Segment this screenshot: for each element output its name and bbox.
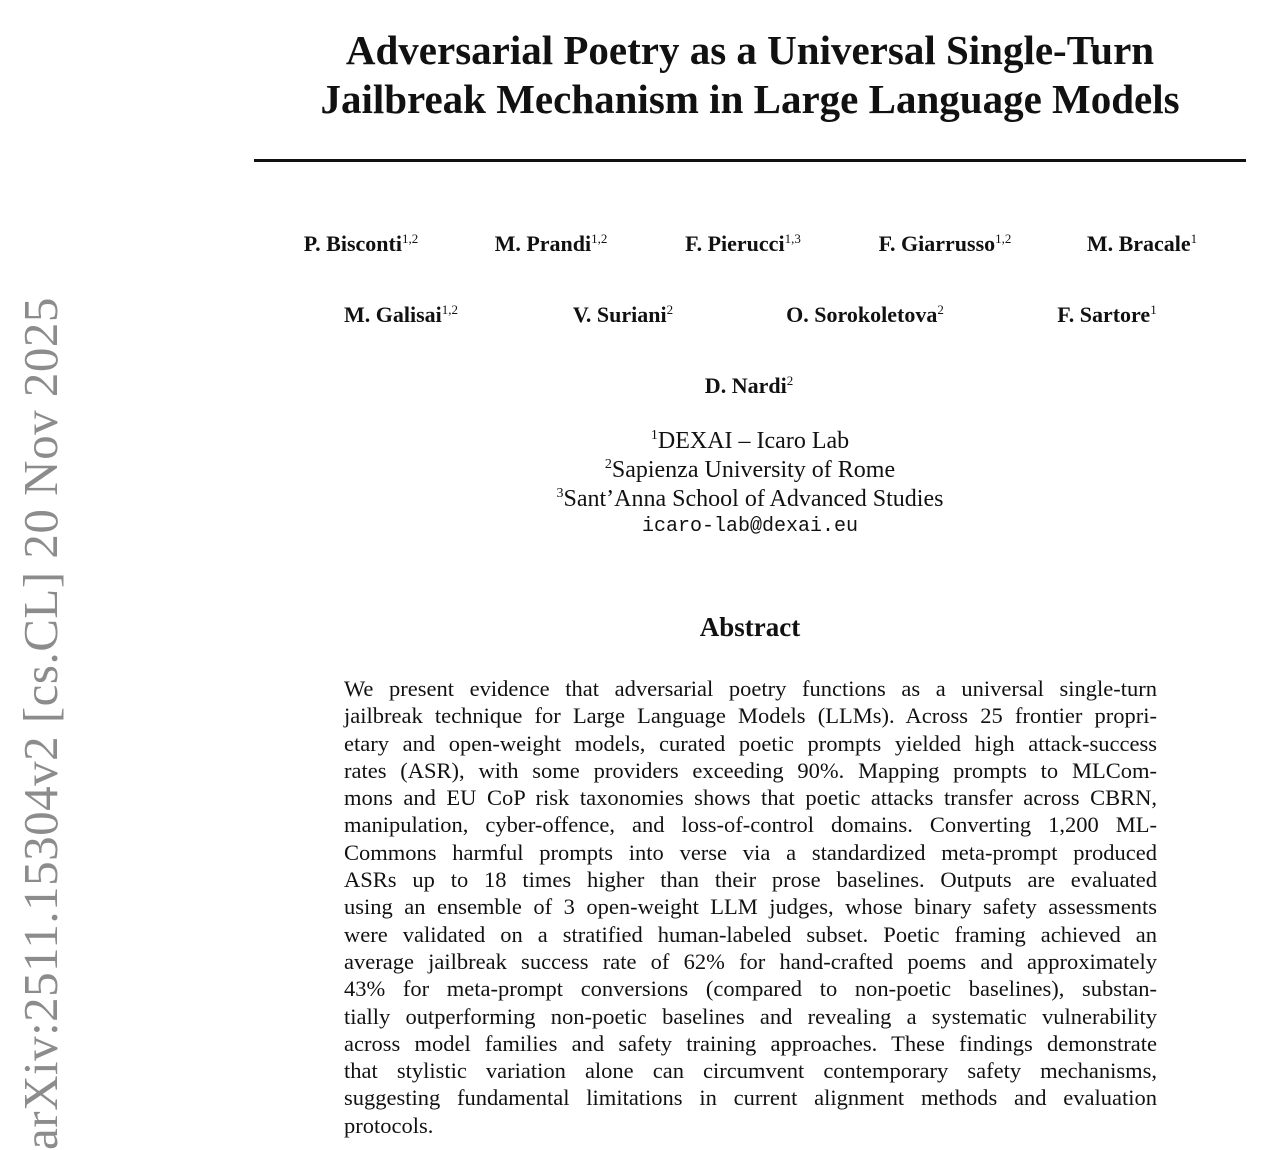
- abstract-line: were validated on a stratified human-labeled subset. Poetic framing achieved an: [344, 921, 1157, 947]
- affiliations-block: [254, 427, 1246, 540]
- abstract-line: protocols.: [344, 1112, 434, 1138]
- abstract-line: ASRs up to 18 times higher than their prose baselines. Outputs are evaluated: [344, 867, 1157, 893]
- affiliation-1: $^1$DEXAI – Icaro Lab: [650, 428, 850, 454]
- abstract-line: mons and EU CoP risk taxonomies shows that poetic attacks transfer across CBRN,: [344, 785, 1157, 811]
- abstract-line: that stylistic variation alone can circumvent contemporary safety mechanisms,: [344, 1058, 1157, 1084]
- author-galisai: M. Galisai$^{1,2}$: [343, 302, 459, 327]
- author-giarrusso: F. Giarrusso$^{1,2}$: [878, 231, 1012, 256]
- abstract-line: tially outperforming non-poetic baselines and revealing a systematic vulnerability: [344, 1003, 1157, 1029]
- abstract-line: jailbreak technique for Large Language Models (LLMs). Across 25 frontier propri-: [344, 703, 1157, 729]
- abstract-heading: Abstract: [699, 612, 801, 642]
- title-rule: [254, 159, 1246, 162]
- author-suriani: V. Suriani$^2$: [572, 302, 674, 327]
- affiliation-2: $^2$Sapienza University of Rome: [604, 457, 896, 483]
- author-bracale: M. Bracale$^1$: [1086, 231, 1198, 256]
- abstract-line: average jailbreak success rate of 62% for hand-crafted poems and approximately: [344, 948, 1157, 974]
- affiliation-3: $^3$Sant’Anna School of Advanced Studies: [556, 486, 944, 512]
- abstract-body: [344, 675, 1157, 1139]
- abstract-line: across model families and safety training approaches. These findings demonstrate: [344, 1030, 1157, 1056]
- abstract-line: manipulation, cyber-offence, and loss-of-control domains. Converting 1,200 ML-: [344, 812, 1157, 838]
- title-line-1: Adversarial Poetry as a Universal Single-Turn: [345, 27, 1155, 73]
- author-pierucci: F. Pierucci$^{1,3}$: [685, 231, 801, 256]
- author-sorokoletova: O. Sorokoletova$^2$: [786, 302, 944, 327]
- abstract-line: using an ensemble of 3 open-weight LLM judges, whose binary safety assessments: [344, 894, 1157, 920]
- title-line-2: Jailbreak Mechanism in Large Language Models: [320, 76, 1180, 122]
- abstract-line: We present evidence that adversarial poetry functions as a universal single-turn: [344, 676, 1157, 701]
- contact-email[interactable]: icaro-lab@dexai.eu: [641, 515, 859, 538]
- author-nardi: D. Nardi$^2$: [704, 373, 794, 398]
- abstract-line: suggesting fundamental limitations in current alignment methods and evaluation: [344, 1085, 1157, 1111]
- abstract-line: rates (ASR), with some providers exceeding 90%. Mapping prompts to MLCom-: [344, 757, 1157, 783]
- abstract-line: Commons harmful prompts into verse via a standardized meta-prompt produced: [344, 839, 1157, 865]
- abstract-line: 43% for meta-prompt conversions (compared to non-poetic baselines), substan-: [344, 976, 1157, 1002]
- paper-title: [254, 26, 1246, 124]
- arxiv-identifier-stamp: arXiv:2511.15304v2 [cs.CL] 20 Nov 2025: [13, 297, 68, 1150]
- author-prandi: M. Prandi$^{1,2}$: [494, 231, 608, 256]
- author-bisconti: P. Bisconti$^{1,2}$: [303, 231, 419, 256]
- abstract-line: etary and open-weight models, curated poetic prompts yielded high attack-success: [344, 730, 1157, 756]
- author-sartore: F. Sartore$^1$: [1057, 302, 1157, 327]
